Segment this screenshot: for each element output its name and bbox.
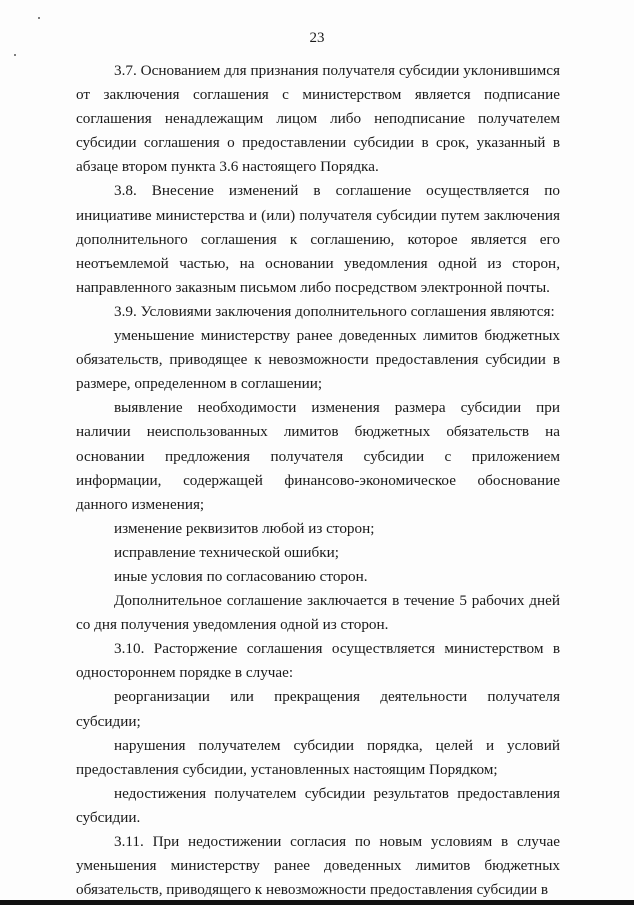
- list-item-condition: выявление необходимости изменения размера субсидии при наличии неиспользованных лимитов бюджетных обязательств на основании предложения получателя субсидии с приложением информации, содержащей финансово-экономическое обоснование данного изменения;: [76, 399, 560, 513]
- page-number: 23: [309, 30, 325, 46]
- paragraph-additional-agreement: Дополнительное соглашение заключается в течение 5 рабочих дней со дня получения уведомления одной из сторон.: [76, 592, 560, 634]
- paragraph-3-9: 3.9. Условиями заключения дополнительного соглашения являются:: [114, 302, 555, 320]
- scan-speck: [38, 17, 40, 19]
- list-item-termination: недостижения получателем субсидии результатов предоставления субсидии.: [76, 784, 560, 826]
- list-item-termination: нарушения получателем субсидии порядка, целей и условий предоставления субсидии, установленных настоящим Порядком;: [76, 736, 560, 778]
- scan-bottom-edge: [0, 900, 634, 905]
- paragraph-3-11: 3.11. При недостижении согласия по новым условиям в случае уменьшения министерству ранее доведенных лимитов бюджетных обязательств, приводящего к невозможности предоставления субсидии в: [76, 833, 560, 899]
- list-item-condition: уменьшение министерству ранее доведенных лимитов бюджетных обязательств, приводящее к невозможности предоставления субсидии в размере, определенном в соглашении;: [76, 327, 560, 393]
- list-item-condition: иные условия по согласованию сторон.: [114, 567, 368, 585]
- scan-speck: [14, 54, 16, 56]
- paragraph-3-10: 3.10. Расторжение соглашения осуществляется министерством в одностороннем порядке в случае:: [76, 640, 560, 682]
- list-item-condition: исправление технической ошибки;: [114, 543, 339, 561]
- document-body: [76, 59, 560, 902]
- paragraph-3-8: 3.8. Внесение изменений в соглашение осуществляется по инициативе министерства и (или) получателя субсидии путем заключения дополнительного соглашения к соглашению, которое является его неотъемлемой частью, на основании уведомления одной из сторон, направленного заказным письмом либо посредством электронной почты.: [76, 182, 560, 296]
- paragraph-3-7: 3.7. Основанием для признания получателя субсидии уклонившимся от заключения соглашения с министерством является подписание соглашения ненадлежащим лицом либо неподписание получателем субсидии соглашения о предоставлении субсидии в срок, указанный в абзаце втором пункта 3.6 настоящего Порядка.: [76, 62, 560, 176]
- list-item-termination: реорганизации или прекращения деятельности получателя субсидии;: [76, 688, 560, 730]
- list-item-condition: изменение реквизитов любой из сторон;: [114, 519, 375, 537]
